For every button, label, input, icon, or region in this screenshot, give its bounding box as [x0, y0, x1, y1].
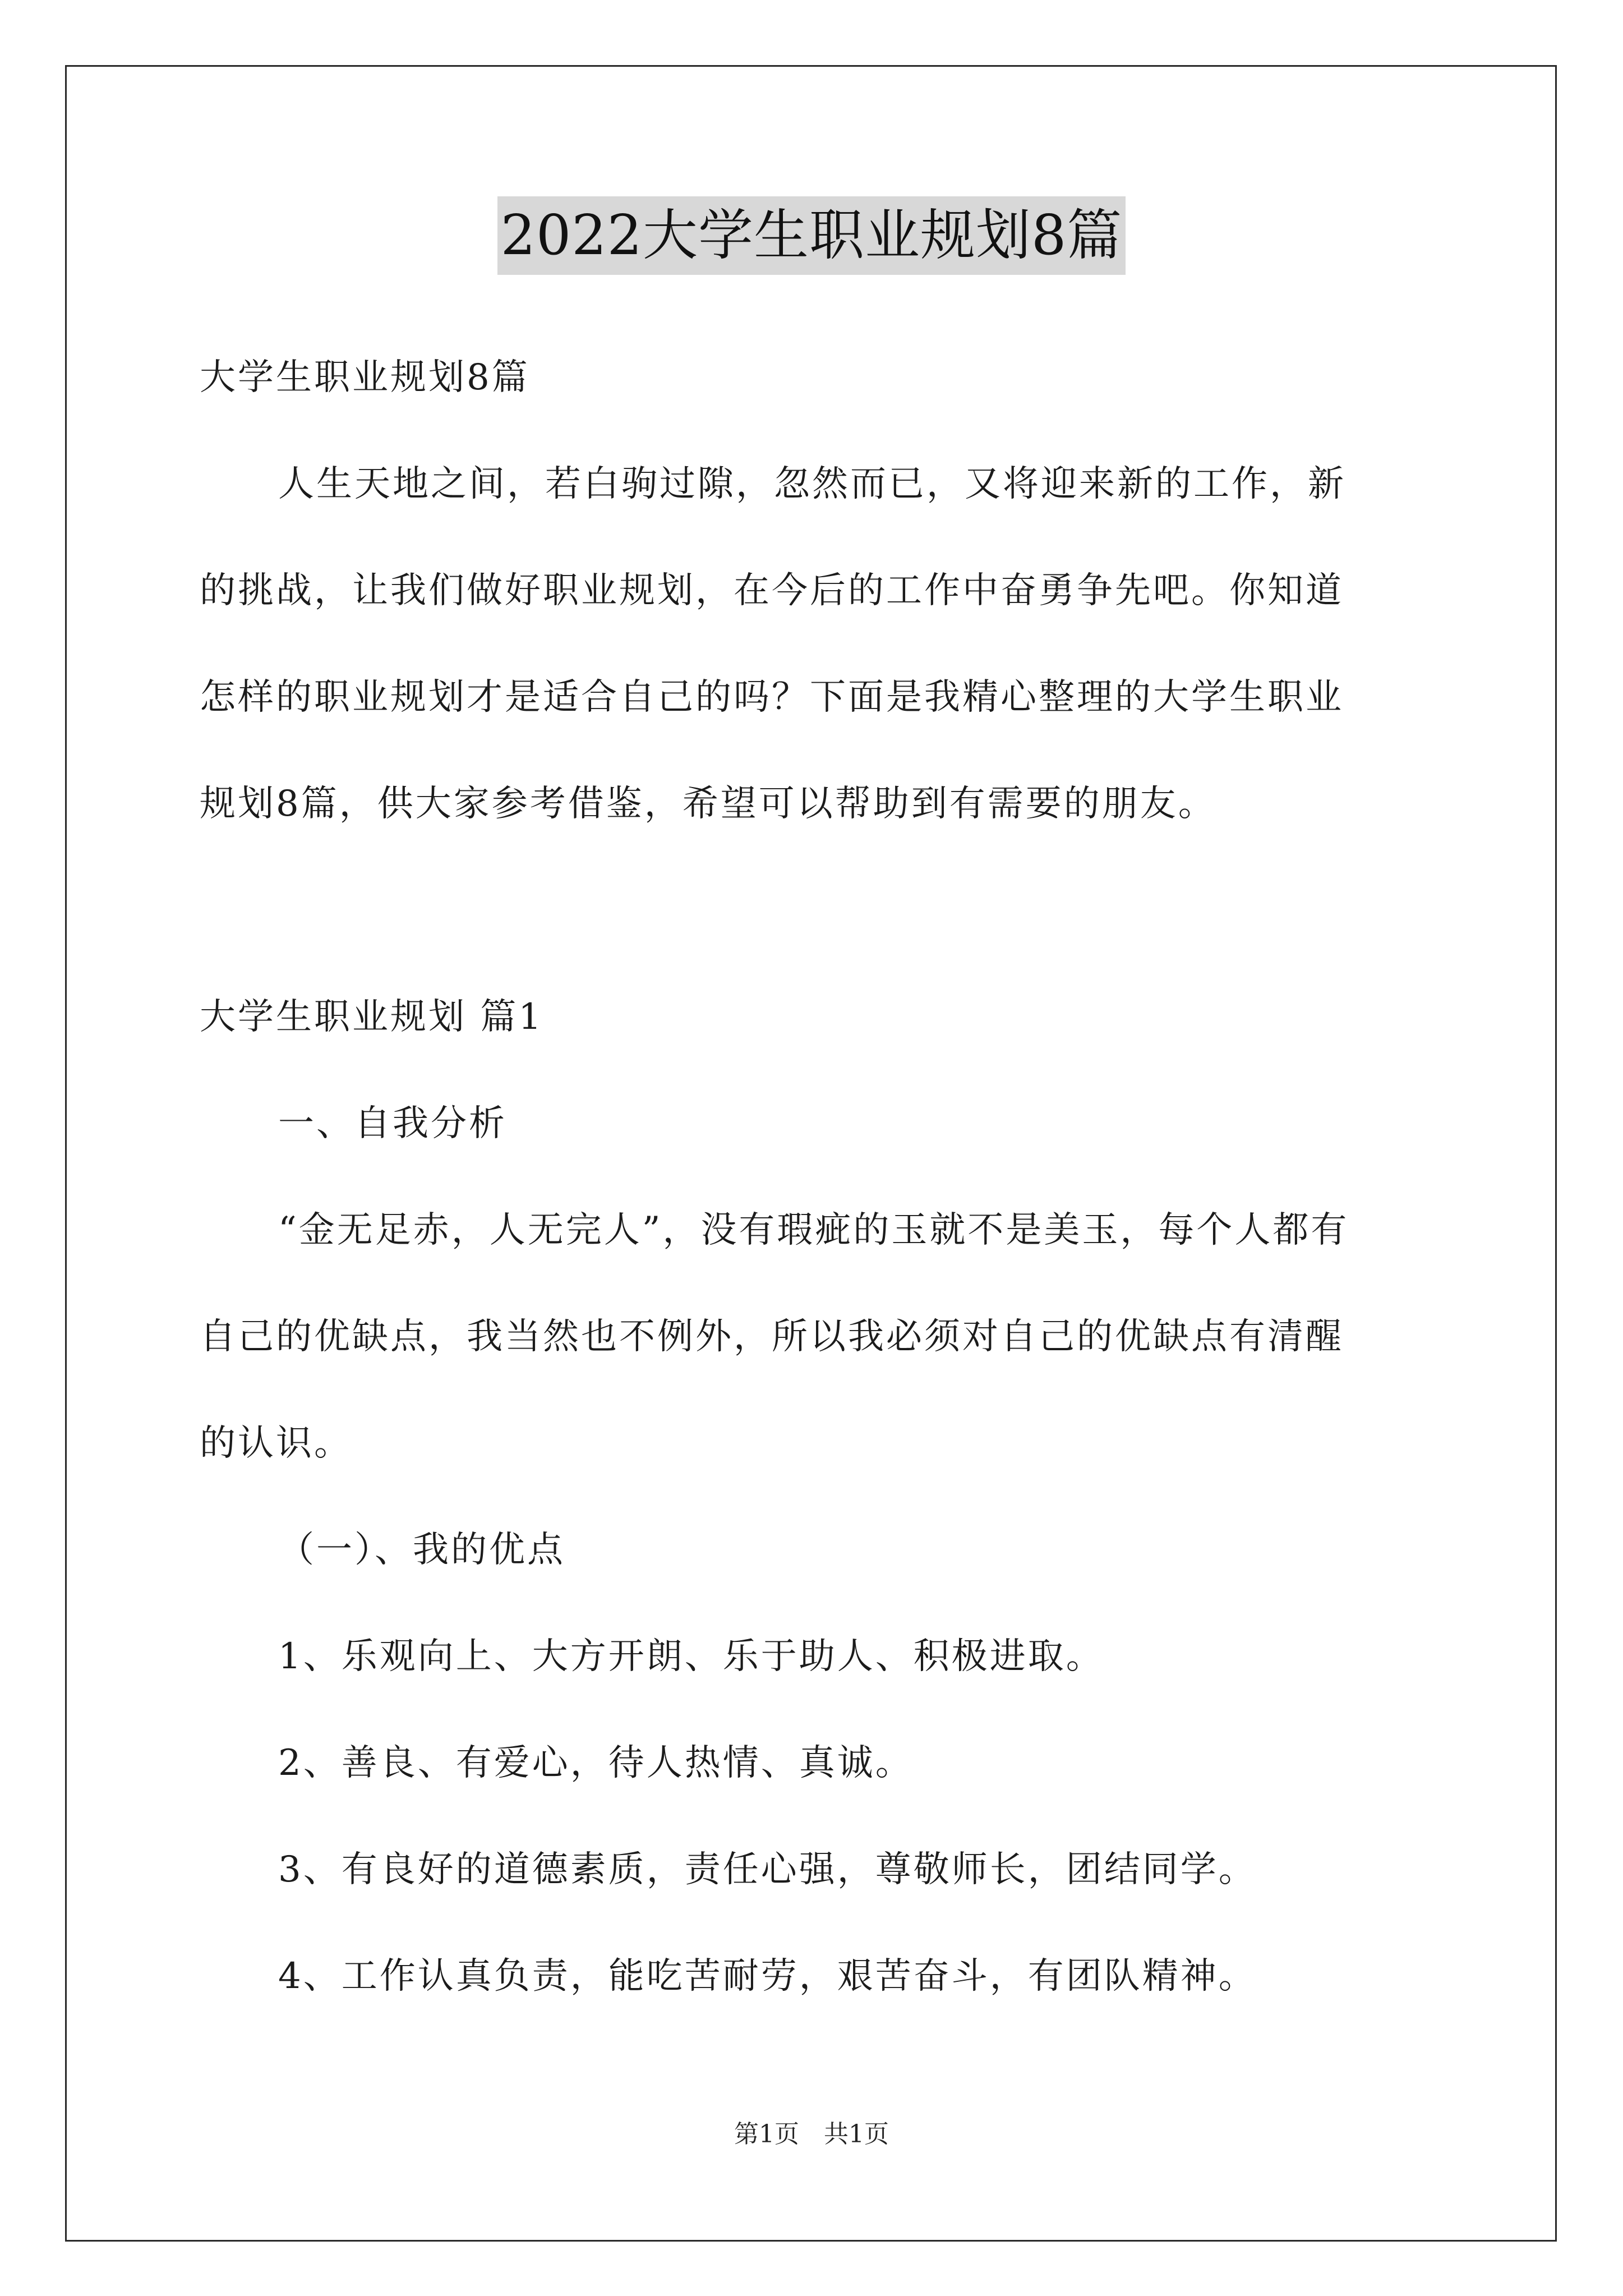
list-item: 3、有良好的道德素质，责任心强，尊敬师长，团结同学。: [278, 1849, 1257, 1890]
document-subtitle: 大学生职业规划8篇: [200, 357, 530, 398]
title-container: [0, 196, 1623, 275]
intro-line: 的挑战，让我们做好职业规划，在今后的工作中奋勇争先吧。你知道: [200, 570, 1344, 611]
analysis-line: “金无足赤，人无完人”，没有瑕疵的玉就不是美玉，每个人都有: [278, 1209, 1349, 1251]
strengths-heading: （一）、我的优点: [278, 1529, 565, 1571]
part-heading: 一、自我分析: [278, 1103, 507, 1144]
analysis-line: 自己的优缺点，我当然也不例外，所以我必须对自己的优缺点有清醒: [200, 1316, 1344, 1358]
analysis-line: 的认识。: [200, 1423, 352, 1464]
intro-line: 怎样的职业规划才是适合自己的吗？下面是我精心整理的大学生职业: [200, 677, 1344, 718]
intro-line: 规划8篇，供大家参考借鉴，希望可以帮助到有需要的朋友。: [200, 783, 1216, 825]
page-number-footer: 第1页 共1页: [734, 2120, 889, 2148]
list-item: 4、工作认真负责，能吃苦耐劳，艰苦奋斗，有团队精神。: [278, 1955, 1257, 1997]
document-title: 2022大学生职业规划8篇: [497, 196, 1126, 275]
list-item: 1、乐观向上、大方开朗、乐于助人、积极进取。: [278, 1636, 1104, 1677]
section-heading: 大学生职业规划 篇1: [200, 996, 544, 1038]
list-item: 2、善良、有爱心，待人热情、真诚。: [278, 1742, 914, 1784]
intro-line: 人生天地之间，若白驹过隙，忽然而已，又将迎来新的工作，新: [278, 463, 1346, 505]
